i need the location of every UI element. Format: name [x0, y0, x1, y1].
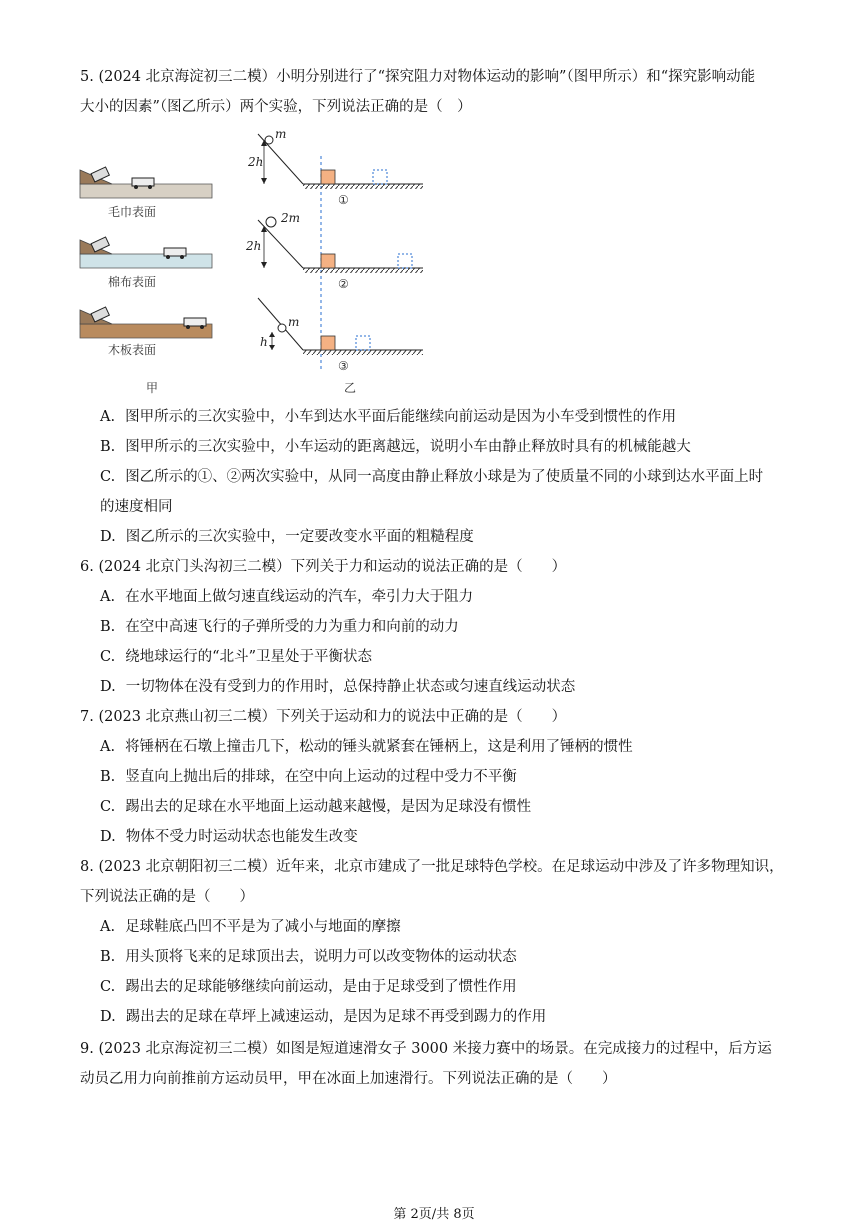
q9-stem-line2: [80, 1064, 795, 1094]
q8-option-d-label: D.: [100, 1009, 116, 1025]
q5-stem-text1: (2024 北京海淀初三二模）小明分别进行了“探究阻力对物体运动的影响”（图甲所示）和“探究影响动能: [98, 69, 756, 85]
q5-option-c-continued: [100, 492, 800, 522]
q6-number: 6.: [80, 559, 94, 575]
jia-label-towel: 毛巾表面: [108, 205, 157, 219]
q7-option-b-label: B.: [100, 769, 116, 785]
yi-mass-1: m: [275, 127, 287, 141]
yi-number-1: ①: [338, 193, 349, 207]
yi-mass-3: m: [288, 315, 300, 329]
q5-option-b-text: 图甲所示的三次实验中，小车运动的距离越远，说明小车由静止释放时具有的机械能越大: [125, 439, 691, 455]
q9-stem-text1: (2023 北京海淀初三二模）如图是短道速滑女子 3000 米接力赛中的场景。在完成接力的过程中，后方运: [98, 1041, 772, 1057]
q6-option-d-text: 一切物体在没有受到力的作用时，总保持静止状态或匀速直线运动状态: [125, 679, 576, 695]
yi-setup-1: [258, 134, 423, 189]
q5-number: 5.: [80, 69, 94, 85]
q8-option-d-text: 踢出去的足球在草坪上减速运动，是因为足球不再受到踢力的作用: [125, 1009, 547, 1025]
q9-stem-text2: 动员乙用力向前推前方运动员甲，甲在冰面上加速滑行。下列说法正确的是（ ）: [80, 1071, 617, 1087]
q7-number: 7.: [80, 709, 94, 725]
q6-option-c-label: C.: [100, 649, 116, 665]
q6-option-d-label: D.: [100, 679, 116, 695]
q8-stem-line2: [80, 882, 795, 912]
q8-option-a: [100, 912, 800, 942]
jia-caption: 甲: [146, 381, 159, 395]
q5-option-a-label: A.: [100, 409, 116, 425]
q7-option-d: [100, 822, 800, 852]
q7-option-d-text: 物体不受力时运动状态也能发生改变: [125, 829, 358, 845]
q5-option-a: [100, 402, 800, 432]
q6-option-b-label: B.: [100, 619, 116, 635]
jia-label-wood: 木板表面: [108, 343, 157, 357]
q7-option-c-text: 踢出去的足球在水平地面上运动越来越慢，是因为足球没有惯性: [125, 799, 532, 815]
yi-setup-3: [258, 298, 423, 355]
q6-option-d: [100, 672, 800, 702]
q5-option-c-text: 图乙所示的①、②两次实验中，从同一高度由静止释放小球是为了使质量不同的小球到达水平面上时: [125, 469, 764, 485]
q6-option-c: [100, 642, 800, 672]
q5-option-d-label: D.: [100, 529, 116, 545]
q6-option-a-text: 在水平地面上做匀速直线运动的汽车，牵引力大于阻力: [125, 589, 474, 605]
q5-option-c-label: C.: [100, 469, 116, 485]
q5-option-b: [100, 432, 800, 462]
q8-option-b-text: 用头顶将飞来的足球顶出去，说明力可以改变物体的运动状态: [125, 949, 517, 965]
jia-label-cotton: 棉布表面: [108, 275, 157, 289]
q5-option-c: [100, 462, 800, 492]
q8-option-a-label: A.: [100, 919, 116, 935]
q9-number: 9.: [80, 1041, 94, 1057]
q9-stem-line1: [80, 1034, 795, 1064]
q8-stem-text1: (2023 北京朝阳初三二模）近年来，北京市建成了一批足球特色学校。在足球运动中涉及了许多物理知识，: [98, 859, 784, 875]
q5-stem-text2: 大小的因素”（图乙所示）两个实验，下列说法正确的是（ ）: [80, 99, 472, 115]
q8-option-c: [100, 972, 800, 1002]
jia-setup-cotton: [80, 237, 212, 268]
q7-option-a: [100, 732, 800, 762]
q7-option-b-text: 竖直向上抛出后的排球，在空中向上运动的过程中受力不平衡: [125, 769, 517, 785]
q7-stem: [80, 702, 795, 732]
q8-option-c-label: C.: [100, 979, 116, 995]
q5-option-d: [100, 522, 800, 552]
jia-setup-towel: [80, 167, 212, 198]
q6-option-b: [100, 612, 800, 642]
q6-option-c-text: 绕地球运行的“北斗”卫星处于平衡状态: [125, 649, 373, 665]
q6-stem-text: (2024 北京门头沟初三二模）下列关于力和运动的说法正确的是（ ）: [98, 559, 567, 575]
yi-caption: 乙: [344, 381, 357, 395]
q7-stem-text: (2023 北京燕山初三二模）下列关于运动和力的说法中正确的是（ ）: [98, 709, 567, 725]
yi-height-3: h: [260, 335, 268, 349]
q5-option-c-text2: 的速度相同: [100, 499, 173, 515]
q8-option-a-text: 足球鞋底凸凹不平是为了减小与地面的摩擦: [125, 919, 401, 935]
yi-height-2: 2h: [246, 239, 262, 253]
q7-option-b: [100, 762, 800, 792]
q7-option-c-label: C.: [100, 799, 116, 815]
page-footer: 第 2页/共 8页: [393, 1207, 475, 1222]
q5-option-a-text: 图甲所示的三次实验中，小车到达水平面后能继续向前运动是因为小车受到惯性的作用: [125, 409, 677, 425]
q6-stem: [80, 552, 795, 582]
jia-setup-wood: [80, 307, 212, 338]
q8-number: 8.: [80, 859, 94, 875]
q6-option-b-text: 在空中高速飞行的子弹所受的力为重力和向前的动力: [125, 619, 459, 635]
q8-stem-line1: [80, 852, 795, 882]
q5-option-b-label: B.: [100, 439, 116, 455]
yi-number-2: ②: [338, 277, 349, 291]
q8-option-b: [100, 942, 800, 972]
q6-option-a-label: A.: [100, 589, 116, 605]
q5-stem-line2: [80, 92, 795, 122]
q7-option-a-text: 将锤柄在石墩上撞击几下，松动的锤头就紧套在锤柄上，这是利用了锤柄的惯性: [125, 739, 633, 755]
q7-option-d-label: D.: [100, 829, 116, 845]
q8-option-d: [100, 1002, 800, 1032]
q6-option-a: [100, 582, 800, 612]
yi-number-3: ③: [338, 359, 349, 373]
q5-figure: [78, 126, 438, 398]
q8-option-c-text: 踢出去的足球能够继续向前运动，是由于足球受到了惯性作用: [125, 979, 517, 995]
yi-setup-2: [258, 217, 423, 273]
q7-option-a-label: A.: [100, 739, 116, 755]
q7-option-c: [100, 792, 800, 822]
yi-mass-2: 2m: [281, 211, 301, 225]
yi-height-1: 2h: [248, 155, 264, 169]
q8-option-b-label: B.: [100, 949, 116, 965]
q5-option-d-text: 图乙所示的三次实验中，一定要改变水平面的粗糙程度: [125, 529, 474, 545]
q8-stem-text2: 下列说法正确的是（ ）: [80, 889, 254, 905]
q5-stem-line1: [80, 62, 795, 92]
